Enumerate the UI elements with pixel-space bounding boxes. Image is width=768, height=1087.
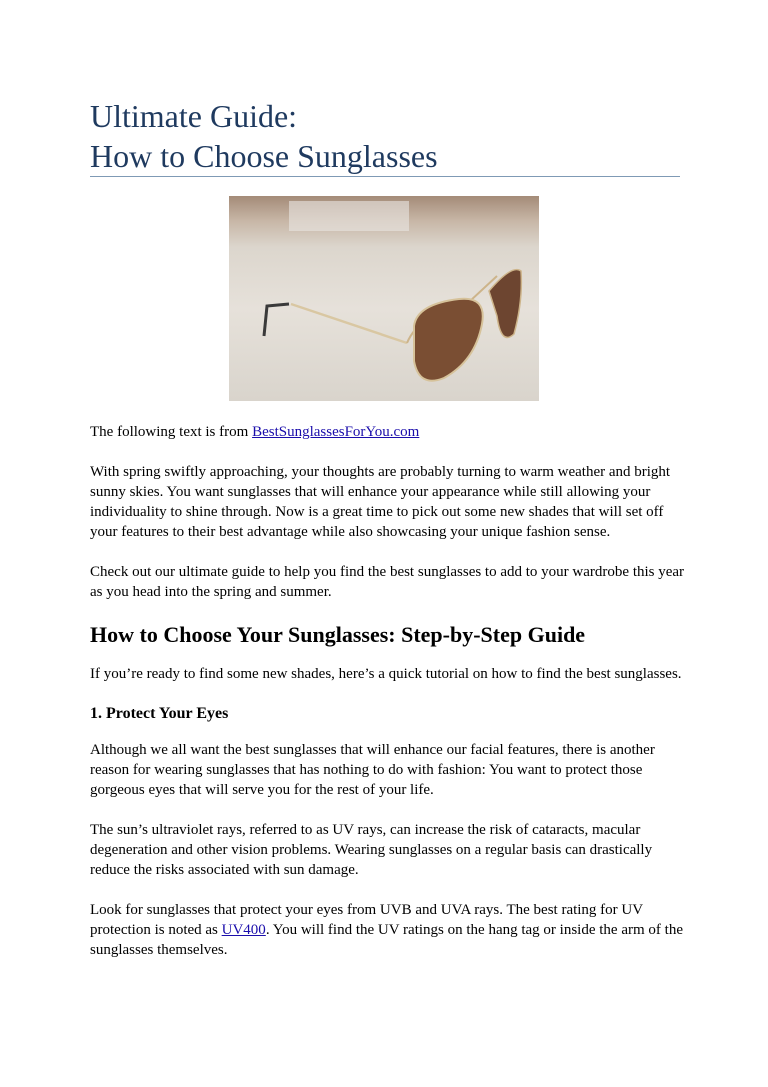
article-body (90, 422, 690, 980)
source-line: The following text is from BestSunglassesForYou.com (90, 424, 420, 440)
section-heading: How to Choose Your Sunglasses: Step-by-Step Guide (90, 622, 586, 647)
sunglasses-illustration (229, 196, 539, 401)
uv400-link[interactable]: UV400 (221, 922, 266, 938)
step-1-paragraph-1: Although we all want the best sunglasses that will enhance our facial features, there is another reason for wearing sunglasses that has nothing to do with fashion: You want to protect those gorgeous eyes that will serve you for the rest of your life. (90, 742, 655, 798)
sunglasses-photo (229, 196, 539, 401)
title-line-2: How to Choose Sunglasses (90, 138, 438, 174)
section-intro: If you’re ready to find some new shades, here’s a quick tutorial on how to find the best sunglasses. (90, 666, 682, 682)
intro-paragraph-2: Check out our ultimate guide to help you find the best sunglasses to add to your wardrobe this year as you head into the spring and summer. (90, 564, 685, 600)
source-link[interactable]: BestSunglassesForYou.com (252, 424, 420, 440)
title-line-1: Ultimate Guide: (90, 98, 298, 134)
step-1-paragraph-2: The sun’s ultraviolet rays, referred to as UV rays, can increase the risk of cataracts, macular degeneration and other vision problems. Wearing sunglasses on a regular basis can drastically reduce the risks associated with sun damage. (90, 822, 653, 878)
intro-paragraph-1: With spring swiftly approaching, your thoughts are probably turning to warm weather and bright sunny skies. You want sunglasses that will enhance your appearance while still allowing your individuality to shine through. Now is a great time to pick out some new shades that will set off your features to their best advantage while also showcasing your unique fashion sense. (90, 464, 671, 540)
step-1-heading: 1. Protect Your Eyes (90, 705, 229, 722)
document-title (90, 96, 680, 176)
step-1-paragraph-3: Look for sunglasses that protect your eyes from UVB and UVA rays. The best rating for UV protection is noted as UV400. You will find the UV ratings on the hang tag or inside the arm of the sunglasses themselves. (90, 902, 683, 958)
title-divider (90, 176, 680, 177)
